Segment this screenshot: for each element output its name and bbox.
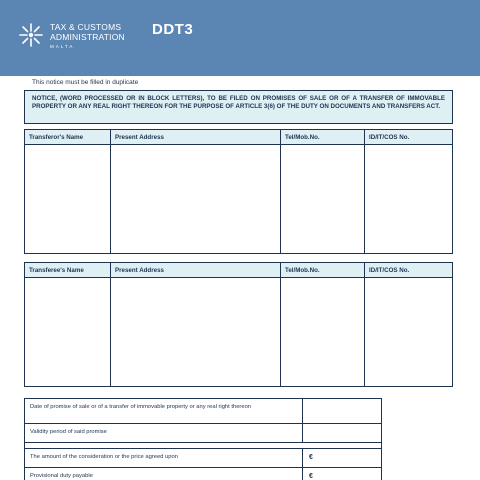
transferor-name-header: Transferor's Name <box>25 130 111 144</box>
promise-date-row <box>25 399 381 424</box>
transferee-id-header: ID/IT/COS No. <box>369 267 410 274</box>
transferor-id-field[interactable] <box>365 145 452 253</box>
provisional-duty-row <box>25 468 381 480</box>
duplicate-note: This notice must be filled in duplicate <box>32 79 139 86</box>
transferee-address-header: Present Address <box>111 263 281 277</box>
validity-period-label: Validity period of said promise <box>25 424 303 442</box>
brand-name-line1: TAX & CUSTOMS <box>50 22 122 32</box>
transferor-tel-field[interactable] <box>281 145 365 253</box>
transferee-body-row <box>25 278 452 386</box>
promise-date-field[interactable] <box>303 399 381 423</box>
transferee-tel-header: Tel/Mob.No. <box>281 263 365 277</box>
transferee-header-row <box>25 263 452 278</box>
brand-country: MALTA <box>50 44 75 49</box>
transferee-name-header: Transferee's Name <box>25 263 111 277</box>
provisional-duty-field[interactable]: € <box>309 473 313 480</box>
transferor-name-field[interactable] <box>25 145 111 253</box>
transferor-address-field[interactable] <box>111 145 281 253</box>
transferor-tel-header: Tel/Mob.No. <box>281 130 365 144</box>
transferee-id-field[interactable] <box>365 278 452 386</box>
provisional-duty-label: Provisional duty payable <box>25 468 303 480</box>
transferor-body-row <box>25 145 452 253</box>
brand-name-line2: ADMINISTRATION <box>50 32 125 42</box>
validity-period-row <box>25 424 381 443</box>
header-band <box>0 0 480 76</box>
agreement-details-table <box>24 398 382 480</box>
consideration-label: The amount of the consideration or the price agreed upon <box>25 449 303 467</box>
transferee-tel-field[interactable] <box>281 278 365 386</box>
transferee-table <box>24 262 453 387</box>
transferor-id-header: ID/IT/COS No. <box>369 134 410 141</box>
transferor-table <box>24 129 453 254</box>
star-burst-icon <box>18 22 44 48</box>
consideration-field[interactable]: € <box>309 454 313 461</box>
transferor-header-row <box>25 130 452 145</box>
transferee-name-field[interactable] <box>25 278 111 386</box>
form-code-title: DDT3 <box>152 21 194 38</box>
validity-period-field[interactable] <box>303 424 381 442</box>
consideration-row <box>25 449 381 468</box>
transferor-address-header: Present Address <box>111 130 281 144</box>
transferee-address-field[interactable] <box>111 278 281 386</box>
notice-box: NOTICE, (WORD PROCESSED OR IN BLOCK LETTERS), TO BE FILED ON PROMISES OF SALE OR OF A TRANSFER OF IMMOVABLE PROPERTY OR ANY REAL RIGHT THEREON FOR THE PURPOSE OF ARTICLE 3(6) OF THE DUTY ON DOCUMENTS AND TRANSFERS ACT. <box>24 90 453 124</box>
promise-date-label: Date of promise of sale or of a transfer of immovable property or any real right thereon <box>25 399 303 423</box>
